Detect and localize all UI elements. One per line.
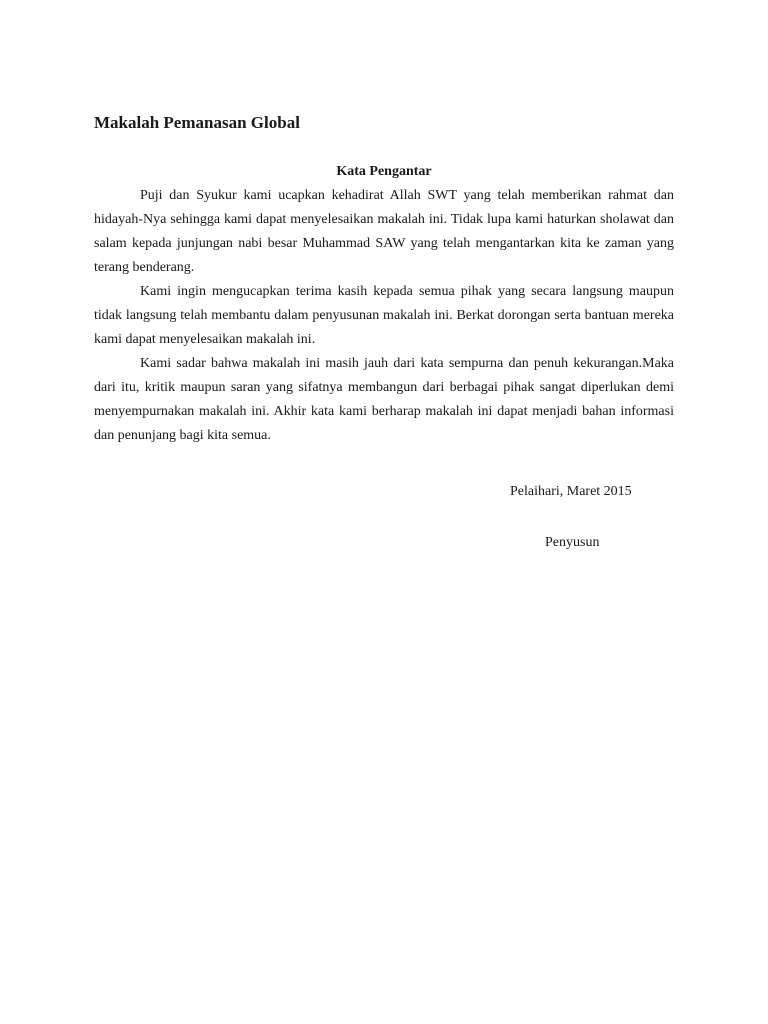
section-heading: Kata Pengantar [336,164,432,179]
document-title: Makalah Pemanasan Global [94,113,300,132]
paragraph: Kami ingin mengucapkan terima kasih kepada semua pihak yang secara langsung maupun tidak langsung telah membantu dalam penyusunan makalah ini. Berkat dorongan serta bantuan mereka kami dapat menyelesaikan makalah ini. [94,284,674,347]
closing-author: Penyusun [545,535,600,550]
paragraph: Puji dan Syukur kami ucapkan kehadirat Allah SWT yang telah memberikan rahmat dan hidayah-Nya sehingga kami dapat menyelesaikan makalah ini. Tidak lupa kami haturkan sholawat dan salam kepada junjungan nabi besar Muhammad SAW yang telah mengantarkan kita ke zaman yang terang benderang. [94,188,674,275]
paragraph: Kami sadar bahwa makalah ini masih jauh dari kata sempurna dan penuh kekurangan.Maka dari itu, kritik maupun saran yang sifatnya membangun dari berbagai pihak sangat diperlukan demi menyempurnakan makalah ini. Akhir kata kami berharap makalah ini dapat menjadi bahan informasi dan penunjang bagi kita semua. [94,356,674,443]
closing-place-date: Pelaihari, Maret 2015 [510,484,632,499]
preface-body [94,184,674,448]
